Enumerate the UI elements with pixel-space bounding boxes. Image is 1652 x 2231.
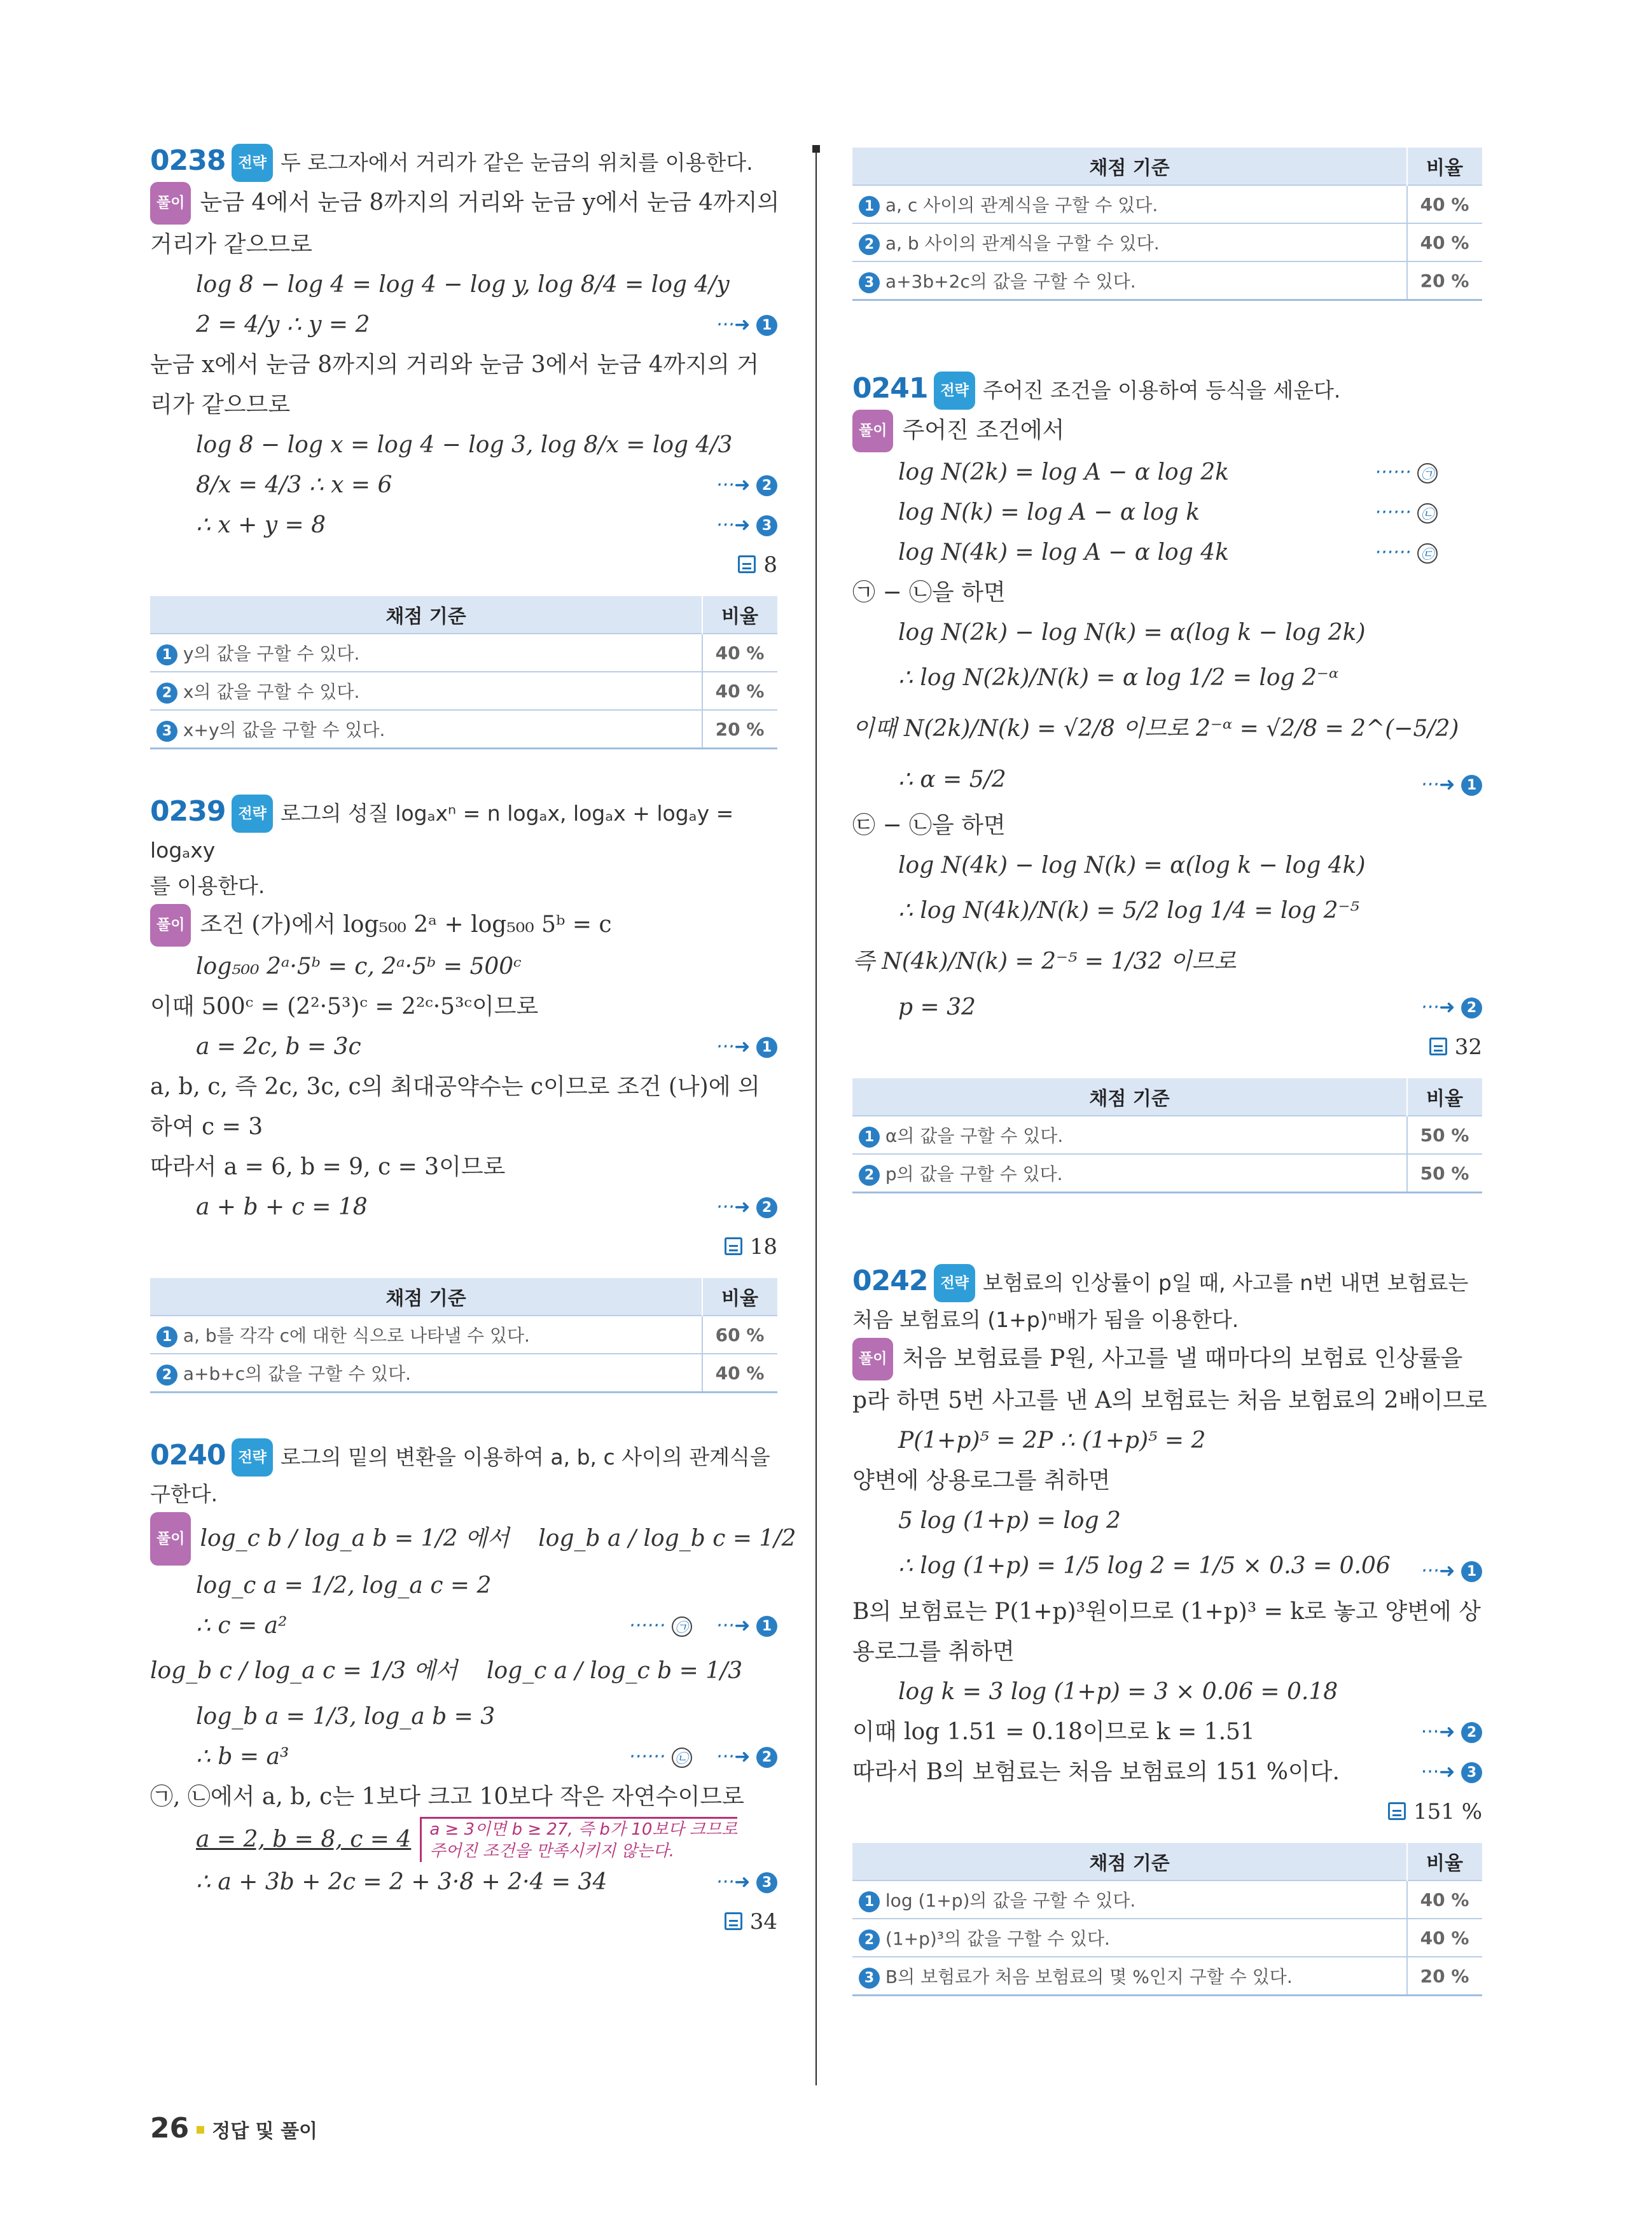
equation: log_c a = 1/2, log_a c = 2 [196, 1573, 492, 1599]
table-row [852, 185, 1482, 223]
equation: ∴ a + 3b + 2c = 2 + 3·8 + 2·4 = 34 [196, 1869, 607, 1895]
grading-table-0240 [852, 148, 1482, 301]
equation: log N(4k) = log A − α log 4k [898, 539, 1229, 566]
problem-0239 [150, 794, 777, 1393]
step-marker: ···➜ 2 [716, 1187, 777, 1227]
table-header-ratio: 비율 [1407, 148, 1482, 185]
strategy-text: 처음 보험료의 (1+p)ⁿ배가 됨을 이용한다. [852, 1307, 1239, 1332]
ratio-value: 40 % [1407, 1919, 1482, 1957]
equation: log 8 − log x = log 4 − log 3, log 8/x = log 4/3 [196, 432, 733, 458]
equation: 2 = 4/y ∴ y = 2 [196, 312, 370, 338]
equation: log N(2k) − log N(k) = α(log k − log 2k) [898, 620, 1366, 646]
answer-value: 8 [763, 552, 777, 578]
answer-value: 18 [749, 1234, 777, 1260]
step-marker: ···➜ 3 [716, 505, 777, 545]
solution-badge: 풀이 [852, 1338, 893, 1380]
equation: a = 2c, b = 3c [196, 1034, 361, 1060]
grading-table [150, 1278, 777, 1393]
problem-number: 0238 [150, 144, 226, 177]
step-marker: ······ ㉠ ···➜ 1 [629, 1606, 777, 1646]
answer-value: 151 % [1413, 1799, 1482, 1824]
table-row [852, 261, 1482, 300]
solution-text: 처음 보험료를 P원, 사고를 낼 때마다의 보험료 인상률을 [902, 1345, 1463, 1372]
strategy-text: 로그의 성질 logₐxⁿ = n logₐx, logₐx + logₐy = logₐxy [150, 801, 734, 863]
strategy-text: 보험료의 인상률이 p일 때, 사고를 n번 내면 보험료는 [982, 1270, 1469, 1295]
criteria-text: log (1+p)의 값을 구할 수 있다. [885, 1890, 1136, 1911]
table-header-criteria: 채점 기준 [150, 1278, 702, 1316]
equation: log_c a / log_c b = 1/3 [486, 1658, 743, 1684]
korean-circle-2-icon: ㉡ [672, 1748, 692, 1768]
solution-text: 주어진 조건에서 [902, 417, 1065, 443]
table-header-ratio: 비율 [1407, 1078, 1482, 1116]
ratio-value: 50 % [1407, 1116, 1482, 1154]
step-2-icon: 2 [756, 1747, 777, 1768]
solution-badge: 풀이 [150, 904, 191, 947]
equation: 즉 N(4k)/N(k) = 2⁻⁵ = 1/32 이므로 [852, 949, 1237, 975]
criteria-text: x+y의 값을 구할 수 있다. [183, 719, 385, 740]
table-header-criteria: 채점 기준 [852, 148, 1407, 185]
step-1-icon: 1 [1461, 775, 1482, 796]
strategy-badge: 전략 [934, 1264, 975, 1302]
solution-text: p라 하면 5번 사고를 낸 A의 보험료는 처음 보험료의 2배이므로 [852, 1387, 1487, 1414]
step-1-icon: 1 [859, 1127, 880, 1148]
step-marker: ···➜ 3 [716, 1862, 777, 1902]
solution-text: 눈금 x에서 눈금 8까지의 거리와 눈금 3에서 눈금 4까지의 거리가 같으므로 [150, 352, 760, 418]
equation: log k = 3 log (1+p) = 3 × 0.06 = 0.18 [898, 1679, 1338, 1705]
equation: log_c b / log_a b = 1/2 에서 [200, 1526, 510, 1552]
answer-icon [1429, 1038, 1447, 1055]
strategy-text: 로그의 밑의 변환을 이용하여 a, b, c 사이의 관계식을 구한다. [150, 1445, 770, 1506]
ratio-value: 40 % [1407, 223, 1482, 261]
footer-label: 정답 및 풀이 [212, 2120, 318, 2143]
strategy-text: 를 이용한다. [150, 873, 265, 898]
solution-text: B의 보험료는 P(1+p)³원이므로 (1+p)³ = k로 놓고 양변에 상용로그를 취하면 [852, 1599, 1481, 1665]
step-marker: ···➜ 2 [716, 465, 777, 505]
solution-badge: 풀이 [852, 410, 893, 452]
answer-icon [725, 1237, 742, 1255]
step-3-icon: 3 [756, 515, 777, 536]
equation: 이때 log 1.51 = 0.18이므로 k = 1.51 [852, 1719, 1255, 1745]
grading-table [852, 1843, 1482, 1996]
right-column [852, 143, 1487, 1996]
ratio-value: 40 % [1407, 1880, 1482, 1919]
step-3-icon: 3 [859, 272, 880, 293]
problem-0240 [150, 1438, 796, 1942]
equation: ∴ x + y = 8 [196, 512, 326, 538]
step-2-icon: 2 [859, 1165, 880, 1186]
criteria-text: p의 값을 구할 수 있다. [885, 1164, 1063, 1185]
step-marker: ···➜ 2 [1421, 987, 1482, 1027]
criteria-text: x의 값을 구할 수 있다. [183, 681, 360, 702]
korean-circle-1-icon: ㉠ [672, 1616, 692, 1637]
equation: 5 log (1+p) = log 2 [898, 1508, 1121, 1534]
table-row [150, 1316, 777, 1354]
answer-icon [738, 555, 756, 573]
step-marker: ···➜ 1 [1421, 1546, 1482, 1597]
step-2-icon: 2 [1461, 1722, 1482, 1743]
footer-square-icon [197, 2126, 204, 2134]
step-marker: ······ ㉡ ···➜ 2 [629, 1737, 777, 1777]
problem-number: 0242 [852, 1265, 928, 1297]
solution-text: ㉠, ㉡에서 a, b, c는 1보다 크고 10보다 작은 자연수이므로 [150, 1784, 744, 1810]
solution-text: ㉢ − ㉡을 하면 [852, 812, 1006, 838]
equation: a = 2, b = 8, c = 4 [196, 1826, 412, 1852]
step-2-icon: 2 [859, 1929, 880, 1950]
grading-table [852, 1078, 1482, 1193]
equation: ∴ log (1+p) = 1/5 log 2 = 1/5 × 0.3 = 0.06 [898, 1553, 1391, 1579]
step-marker: ···➜ 1 [716, 1027, 777, 1067]
step-2-icon: 2 [859, 234, 880, 255]
solution-text: 양변에 상용로그를 취하면 [852, 1468, 1111, 1494]
equation: log N(k) = log A − α log k [898, 499, 1200, 525]
step-1-icon: 1 [859, 1891, 880, 1912]
table-row [150, 634, 777, 672]
solution-text: 따라서 B의 보험료는 처음 보험료의 151 %이다. [852, 1759, 1340, 1785]
criteria-text: (1+p)³의 값을 구할 수 있다. [885, 1928, 1110, 1949]
left-column [150, 143, 796, 1942]
criteria-text: a, b 사이의 관계식을 구할 수 있다. [885, 233, 1160, 254]
equation: log N(2k) = log A − α log 2k [898, 459, 1229, 485]
step-2-icon: 2 [156, 683, 177, 704]
ratio-value: 20 % [1407, 1957, 1482, 1996]
criteria-text: a+b+c의 값을 구할 수 있다. [183, 1363, 412, 1384]
step-1-icon: 1 [756, 1616, 777, 1637]
solution-text: 눈금 4에서 눈금 8까지의 거리와 눈금 y에서 눈금 4까지의 [200, 190, 780, 216]
korean-circle-3-icon: ㉢ [1417, 543, 1438, 564]
equation: log 8 − log 4 = log 4 − log y, log 8/4 = log 4/y [196, 272, 730, 298]
strategy-badge: 전략 [232, 1438, 272, 1477]
problem-0238 [150, 143, 780, 749]
step-3-icon: 3 [756, 1872, 777, 1893]
column-divider [816, 146, 817, 2085]
ratio-value: 40 % [702, 672, 777, 710]
equation: ∴ log N(2k)/N(k) = α log 1/2 = log 2⁻ᵅ [898, 665, 1339, 691]
equation: ∴ c = a² [196, 1613, 288, 1639]
step-marker: ···➜ 1 [716, 305, 777, 345]
equation: ∴ log N(4k)/N(k) = 5/2 log 1/4 = log 2⁻⁵ [898, 898, 1359, 924]
problem-number: 0240 [150, 1439, 226, 1471]
answer-value: 34 [749, 1909, 777, 1935]
table-row [852, 1957, 1482, 1996]
strategy-badge: 전략 [232, 144, 272, 182]
criteria-text: a+3b+2c의 값을 구할 수 있다. [885, 271, 1136, 292]
equation: ∴ α = 5/2 [898, 767, 1006, 793]
step-2-icon: 2 [756, 475, 777, 496]
table-header-criteria: 채점 기준 [852, 1078, 1407, 1116]
strategy-badge: 전략 [934, 372, 975, 410]
step-marker: ···➜ 3 [1421, 1752, 1482, 1792]
criteria-text: a, c 사이의 관계식을 구할 수 있다. [885, 195, 1158, 216]
table-row [852, 1919, 1482, 1957]
solution-text: ㉠ − ㉡을 하면 [852, 580, 1006, 606]
ratio-value: 60 % [702, 1316, 777, 1354]
step-3-icon: 3 [859, 1968, 880, 1989]
criteria-text: a, b를 각각 c에 대한 식으로 나타낼 수 있다. [183, 1325, 530, 1346]
table-header-criteria: 채점 기준 [150, 596, 702, 634]
table-header-ratio: 비율 [702, 596, 777, 634]
strategy-badge: 전략 [232, 795, 272, 833]
korean-circle-1-icon: ㉠ [1417, 463, 1438, 483]
equation: log_b a = 1/3, log_a b = 3 [196, 1704, 496, 1730]
solution-badge: 풀이 [150, 182, 191, 225]
answer-value: 32 [1454, 1034, 1482, 1060]
solution-text: 따라서 a = 6, b = 9, c = 3이므로 [150, 1154, 506, 1180]
table-row [150, 710, 777, 749]
table-header-criteria: 채점 기준 [852, 1843, 1407, 1880]
step-3-icon: 3 [1461, 1762, 1482, 1783]
equation: a + b + c = 18 [196, 1194, 368, 1220]
table-row [150, 1354, 777, 1393]
strategy-text: 주어진 조건을 이용하여 등식을 세운다. [982, 378, 1341, 403]
page-footer [150, 2112, 317, 2144]
solution-text: 거리가 같으므로 [150, 232, 312, 258]
korean-circle-2-icon: ㉡ [1417, 503, 1438, 524]
step-1-icon: 1 [156, 1326, 177, 1347]
step-1-icon: 1 [756, 1037, 777, 1058]
problem-number: 0241 [852, 372, 928, 405]
page-number: 26 [150, 2112, 190, 2144]
table-header-ratio: 비율 [702, 1278, 777, 1316]
table-row [150, 672, 777, 710]
solution-badge: 풀이 [150, 1512, 191, 1566]
answer-icon [725, 1912, 742, 1930]
equation: log_b a / log_b c = 1/2 [538, 1526, 796, 1552]
table-header-ratio: 비율 [1407, 1843, 1482, 1880]
equation: log_b c / log_a c = 1/3 에서 [150, 1658, 458, 1684]
step-marker: ···➜ 1 [1421, 760, 1482, 810]
table-row [852, 223, 1482, 261]
equation: 8/x = 4/3 ∴ x = 6 [196, 472, 392, 498]
ratio-value: 20 % [1407, 261, 1482, 300]
solution-text: a, b, c, 즉 2c, 3c, c의 최대공약수는 c이므로 조건 (나)에 의하여 c = 3 [150, 1074, 760, 1140]
table-row [852, 1880, 1482, 1919]
problem-0241: 0241 전략 주어진 조건을 이용하여 등식을 세운다. 풀이 주어진 조건에서 log N(2k) = log A − α log 2k ······ ㉠ log N(k) = log A − α log k ······ ㉡ log N(4k) = log A − α log 4k ······ ㉢ ㉠ − ㉡을 하면 log N(2k) − log N(k) = α(log k − log 2k) ∴ log N(2k)/N(k) = α log 1/2 = log 2⁻ᵅ 이때 N(2k)/N(k) = √2/8 이므로 2⁻ᵅ = √2/8 = 2^(−5/2) ∴ α = 5/2 ···➜ 1 ㉢ − ㉡을 하면 log N(4k) − log N(k) = α(log k − log 4k) ∴ log N(4k)/N(k) = 5/2 log 1/4 = log 2⁻⁵ 즉 N(4k)/N(k) = 2⁻⁵ = 1/32 이므로 p = 32 ···➜ 2 32 채점 기준 비율 1 α의 값을 구할 수 있다. 50 % 2 p의 값을 구할 수 있다. 50 % [852, 371, 1482, 1193]
ratio-value: 40 % [1407, 185, 1482, 223]
ratio-value: 40 % [702, 634, 777, 672]
equation: log₅₀₀ 2ᵃ·5ᵇ = c, 2ᵃ·5ᵇ = 500ᶜ [196, 954, 522, 980]
ratio-value: 50 % [1407, 1154, 1482, 1193]
equation: log N(4k) − log N(k) = α(log k − log 4k) [898, 852, 1366, 879]
table-row [852, 1116, 1482, 1154]
solution-text: 이때 500ᶜ = (2²·5³)ᶜ = 2²ᶜ·5³ᶜ이므로 [150, 994, 539, 1020]
criteria-text: y의 값을 구할 수 있다. [183, 643, 360, 664]
side-note: a ≥ 3이면 b ≥ 27, 즉 b가 10보다 크므로 주어진 조건을 만족시키지 않는다. [420, 1817, 737, 1862]
step-1-icon: 1 [156, 644, 177, 665]
equation: 이때 N(2k)/N(k) = √2/8 이므로 2⁻ᵅ = √2/8 = 2^(−5/2) [852, 716, 1459, 742]
step-1-icon: 1 [756, 315, 777, 336]
step-1-icon: 1 [1461, 1561, 1482, 1582]
answer-icon [1388, 1802, 1406, 1820]
step-2-icon: 2 [1461, 997, 1482, 1018]
equation: P(1+p)⁵ = 2P ∴ (1+p)⁵ = 2 [898, 1428, 1206, 1454]
problem-0242 [852, 1263, 1487, 1996]
solution-text: 조건 (가)에서 log₅₀₀ 2ᵃ + log₅₀₀ 5ᵇ = c [200, 912, 612, 938]
grading-table [150, 596, 777, 749]
step-3-icon: 3 [156, 721, 177, 742]
problem-number: 0239 [150, 795, 226, 828]
ratio-value: 40 % [702, 1354, 777, 1393]
step-marker: ···➜ 2 [1421, 1712, 1482, 1752]
equation: p = 32 [898, 994, 976, 1020]
step-2-icon: 2 [156, 1365, 177, 1386]
criteria-text: B의 보험료가 처음 보험료의 몇 %인지 구할 수 있다. [885, 1966, 1293, 1987]
step-2-icon: 2 [756, 1197, 777, 1218]
ratio-value: 20 % [702, 710, 777, 749]
step-1-icon: 1 [859, 196, 880, 217]
criteria-text: α의 값을 구할 수 있다. [885, 1125, 1064, 1146]
equation: ∴ b = a³ [196, 1744, 289, 1770]
table-row [852, 1154, 1482, 1193]
strategy-text: 두 로그자에서 거리가 같은 눈금의 위치를 이용한다. [280, 150, 753, 175]
